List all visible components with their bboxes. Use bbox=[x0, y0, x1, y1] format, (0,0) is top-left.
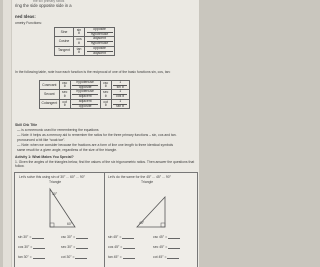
table-row bbox=[40, 99, 130, 108]
section-heading: ned Ideas: bbox=[15, 14, 36, 19]
triangle-45-45-90-box bbox=[104, 172, 198, 267]
answer-label: cos 45° = bbox=[108, 245, 135, 249]
ratio-numerator: hypotenuse bbox=[72, 81, 98, 86]
answer-label: csc 30° = bbox=[61, 235, 88, 239]
box-title: Let’s solve this using sin of 30° ... 60° ... 90° bbox=[19, 175, 86, 179]
ratio-denominator: hypotenuse bbox=[90, 41, 109, 46]
answer-label: cos 30° = bbox=[18, 245, 45, 249]
answer-label: csc 45° = bbox=[153, 235, 180, 239]
reciprocal-denominator: cos θ bbox=[116, 94, 125, 99]
function-abbr: cot θ bbox=[59, 99, 70, 108]
function-name: Sine bbox=[55, 28, 74, 37]
skill-line-5: same result for a given angle, regardless of the size of the triangle. bbox=[17, 148, 118, 152]
ratio-numerator: hypotenuse bbox=[72, 90, 98, 95]
function-abbr: csc θ bbox=[59, 81, 70, 90]
table-row bbox=[55, 46, 115, 55]
angle-label-top: 45° bbox=[139, 221, 145, 225]
reciprocal-abbr: sec θ bbox=[100, 90, 111, 99]
reciprocal-ratio-table bbox=[39, 80, 130, 109]
right-triangle-diagram bbox=[45, 187, 79, 231]
reciprocal-denominator: tan θ bbox=[116, 103, 124, 108]
answer-label: sin 45° = bbox=[108, 235, 134, 239]
skill-line-3: pronounced a bit like “soak toe”. bbox=[17, 138, 66, 142]
table-row bbox=[55, 37, 115, 46]
ratio-denominator: opposite bbox=[78, 85, 92, 89]
triangle-30-60-90-box bbox=[14, 172, 105, 267]
skill-line-1: — is a mnemonic used for remembering the equations bbox=[17, 128, 99, 132]
skill-line-2: — Note: it helps as a memory aid to remember the ratios for the three primary functions – sin, cos and tan. bbox=[17, 133, 177, 137]
basic-ratio-table bbox=[54, 27, 115, 56]
skill-line-4: — Note: when we consider because the fractions are a form of line one length to three identical symbols bbox=[17, 143, 174, 147]
reciprocal-abbr: cot θ bbox=[100, 99, 111, 108]
binder-margin bbox=[3, 0, 12, 267]
activity-heading: Activity 1: What Makes You Special? bbox=[15, 155, 74, 159]
angle-label-bottom: 60° bbox=[67, 222, 73, 226]
header-top-line: the six primary ratios bbox=[33, 0, 65, 3]
function-abbr: cos θ bbox=[74, 37, 85, 46]
function-name: Cosine bbox=[55, 37, 74, 46]
function-abbr: tan θ bbox=[74, 46, 85, 55]
ratio-denominator: hypotenuse bbox=[90, 32, 109, 36]
ratio-fraction bbox=[70, 90, 100, 99]
reciprocal-intro: In the following table, note how each function is the reciprocal of one of the basic functions sin, cos, tan: bbox=[15, 70, 171, 74]
angle-label-top: 30° bbox=[52, 192, 58, 196]
section-subhead: ometry Functions: bbox=[15, 21, 42, 25]
ratio-numerator: adjacent bbox=[72, 100, 98, 105]
function-abbr: sec θ bbox=[59, 90, 70, 99]
ratio-denominator: adjacent bbox=[78, 94, 92, 99]
function-name: Tangent bbox=[55, 46, 74, 55]
header-subtitle: ring the side opposite side in a bbox=[15, 3, 72, 8]
worksheet-page bbox=[3, 0, 199, 267]
answer-label: tan 30° = bbox=[18, 255, 45, 259]
table-row bbox=[40, 90, 130, 99]
function-abbr: sin θ bbox=[74, 28, 85, 37]
ratio-fraction bbox=[85, 46, 115, 55]
ratio-numerator: opposite bbox=[87, 47, 113, 52]
skill-heading: Skill Chk Title bbox=[15, 123, 38, 127]
box-title: Let’s do the same for the 45° ... 45° ... 90° bbox=[108, 175, 172, 179]
answer-label: cot 30° = bbox=[61, 255, 87, 259]
answer-label: tan 45° = bbox=[108, 255, 135, 259]
ratio-fraction bbox=[85, 37, 115, 46]
reciprocal-numerator: 1 bbox=[113, 81, 127, 86]
function-name: Cotangent bbox=[40, 99, 60, 108]
box-subtitle: Triangle bbox=[141, 180, 154, 184]
reciprocal-numerator: 1 bbox=[113, 90, 127, 95]
answer-label: sin 30° = bbox=[18, 235, 44, 239]
reciprocal-fraction bbox=[111, 99, 129, 108]
reciprocal-numerator: 1 bbox=[113, 100, 127, 105]
ratio-denominator: opposite bbox=[78, 103, 92, 108]
answer-label: sec 45° = bbox=[153, 245, 180, 249]
box-subtitle: Triangle bbox=[49, 180, 62, 184]
reciprocal-abbr: csc θ bbox=[100, 81, 111, 90]
ratio-numerator: adjacent bbox=[87, 37, 113, 42]
answer-label: sec 30° = bbox=[61, 245, 88, 249]
ratio-numerator: opposite bbox=[87, 28, 113, 33]
function-name: Secant bbox=[40, 90, 60, 99]
activity-instruction: 1. Given the angles of the triangles below, find the values of the six trigonometric ratios. Then answer the questions that follow. bbox=[15, 160, 195, 168]
reciprocal-fraction bbox=[111, 90, 129, 99]
reciprocal-denominator: sin θ bbox=[116, 85, 124, 89]
ratio-fraction bbox=[70, 99, 100, 108]
ratio-denominator: adjacent bbox=[93, 50, 106, 55]
function-name: Cosecant bbox=[40, 81, 60, 90]
answer-label: cot 45° = bbox=[153, 255, 179, 259]
